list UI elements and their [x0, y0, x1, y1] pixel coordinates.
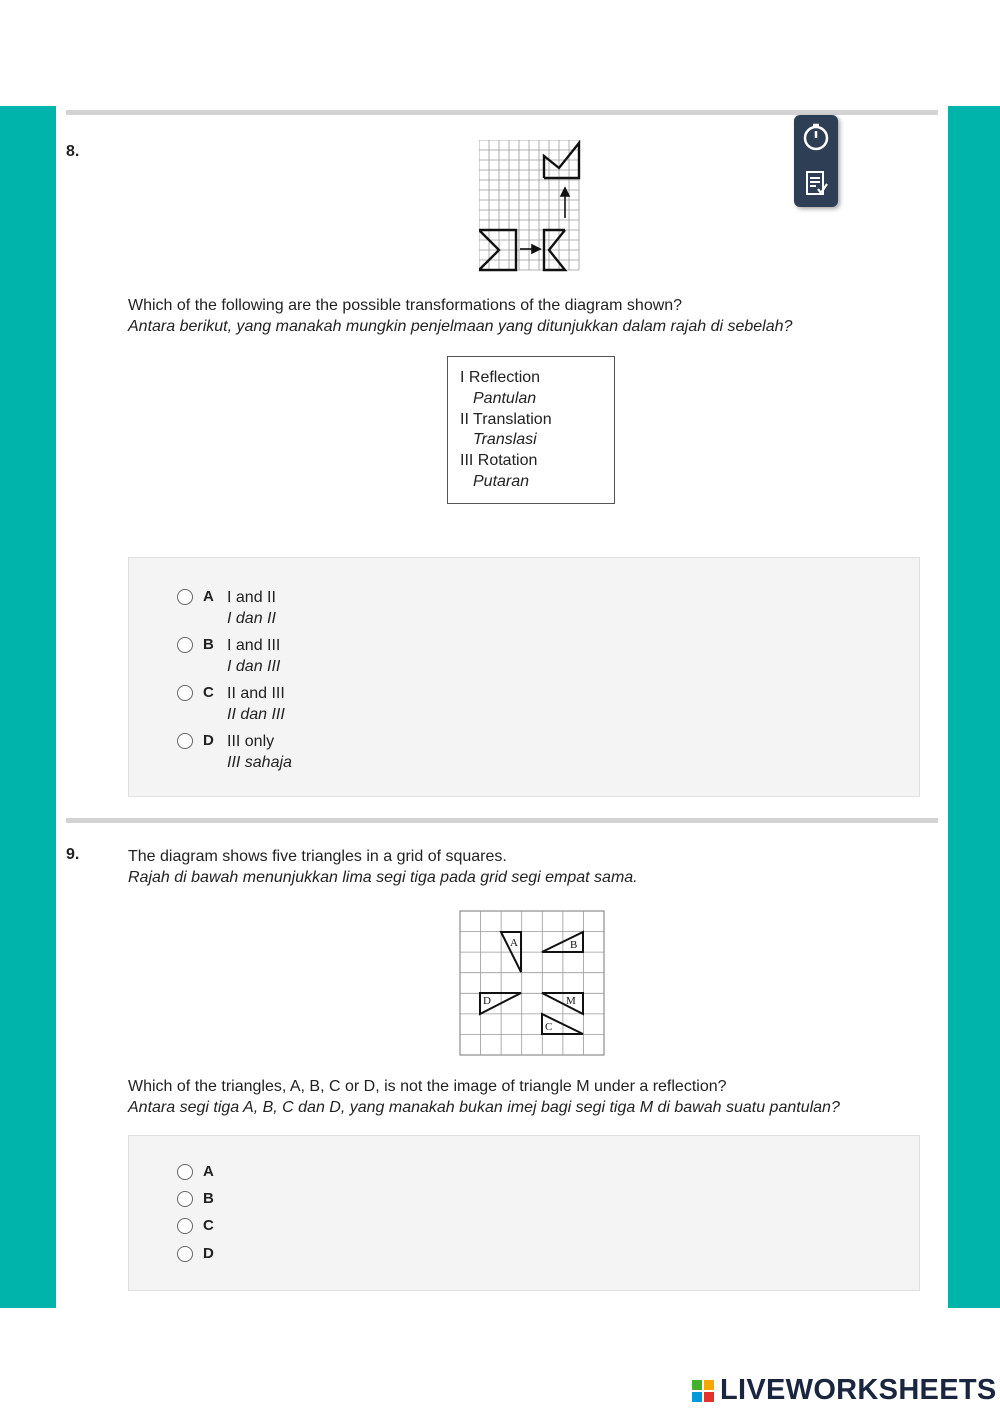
radio-button[interactable]: [177, 589, 193, 605]
item-i-ms: Pantulan: [473, 389, 537, 407]
label-b: B: [570, 939, 578, 951]
option-text-en: I and II: [227, 589, 276, 606]
question-intro: [128, 846, 928, 888]
answer-panel: [128, 1135, 920, 1291]
logo-icon: [692, 1380, 714, 1402]
label-m: M: [566, 995, 576, 1007]
logo-text: LIVEWORKSHEETS: [720, 1374, 997, 1406]
left-border: [0, 106, 56, 1308]
option-letter: C: [203, 684, 214, 701]
check-answers-icon[interactable]: [800, 167, 832, 199]
item-i-en: I Reflection: [460, 369, 541, 386]
intro-malay: Rajah di bawah menunjukkan lima segi tiga pada grid segi empat sama.: [128, 869, 638, 886]
intro-english: The diagram shows five triangles in a grid of squares.: [128, 848, 507, 865]
radio-button[interactable]: [177, 637, 193, 653]
right-border: [948, 106, 1000, 1308]
question-number: 8.: [66, 143, 80, 160]
radio-button[interactable]: [177, 1191, 193, 1207]
item-ii-en: II Translation: [460, 410, 552, 428]
transformations-box: [447, 356, 615, 504]
option-letter: D: [203, 1245, 214, 1262]
radio-button[interactable]: [177, 1218, 193, 1234]
option-letter: B: [203, 636, 214, 653]
option-letter: C: [203, 1217, 214, 1234]
question-malay: Antara berikut, yang manakah mungkin penjelmaan yang ditunjukkan dalam rajah di sebelah?: [128, 318, 793, 335]
triangles-grid-diagram: [459, 910, 607, 1058]
option-text-en: II and III: [227, 685, 285, 702]
label-c: C: [545, 1021, 553, 1033]
answer-panel: [128, 557, 920, 797]
radio-button[interactable]: [177, 1164, 193, 1180]
option-letter: B: [203, 1190, 214, 1207]
transformation-diagram: [479, 140, 585, 274]
option-text-ms: III sahaja: [227, 754, 292, 771]
option-text-ms: I dan II: [227, 610, 276, 627]
question-text: [128, 1076, 928, 1118]
question-english: Which of the triangles, A, B, C or D, is not the image of triangle M under a reflection?: [128, 1078, 727, 1095]
radio-button[interactable]: [177, 685, 193, 701]
option-text-ms: I dan III: [227, 658, 281, 675]
option-text-en: III only: [227, 733, 275, 750]
item-iii-en: III Rotation: [460, 452, 538, 470]
radio-button[interactable]: [177, 1246, 193, 1262]
label-a: A: [510, 937, 518, 949]
option-letter: D: [203, 732, 214, 749]
item-ii-ms: Translasi: [473, 431, 537, 449]
side-toolbar: [794, 115, 838, 207]
question-number: 9.: [66, 846, 80, 863]
radio-button[interactable]: [177, 733, 193, 749]
question-malay: Antara segi tiga A, B, C dan D, yang manakah bukan imej bagi segi tiga M di bawah suatu pantulan?: [128, 1099, 840, 1116]
option-text-en: I and III: [227, 637, 281, 654]
question-text: [128, 295, 928, 337]
item-iii-ms: Putaran: [473, 472, 530, 490]
option-letter: A: [203, 588, 214, 605]
option-text-ms: II dan III: [227, 706, 285, 723]
option-letter: A: [203, 1163, 214, 1180]
question-english: Which of the following are the possible transformations of the diagram shown?: [128, 297, 683, 314]
divider: [66, 818, 938, 823]
timer-icon[interactable]: [800, 121, 832, 153]
label-d: D: [483, 995, 491, 1007]
